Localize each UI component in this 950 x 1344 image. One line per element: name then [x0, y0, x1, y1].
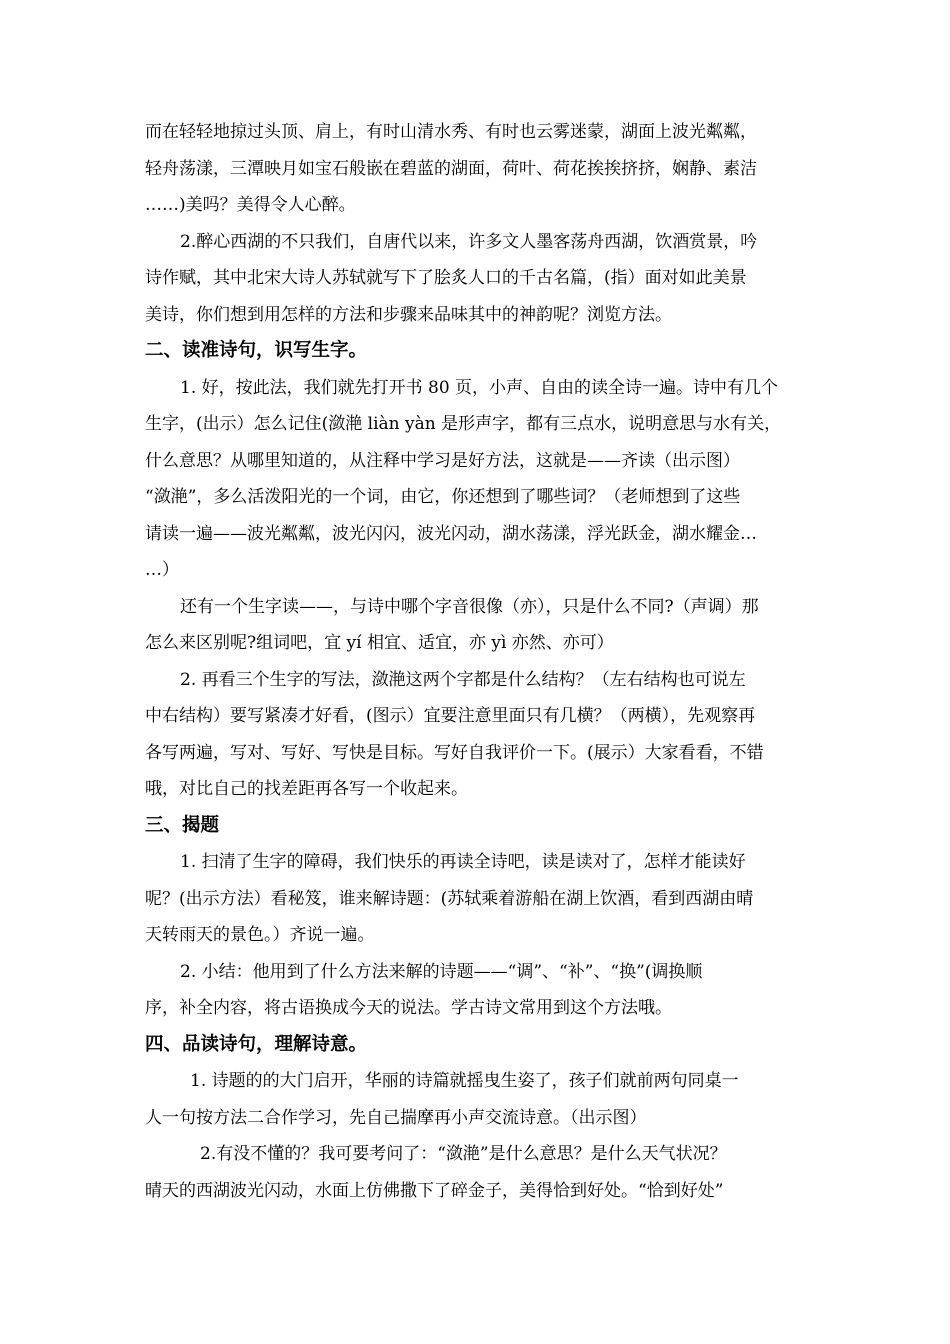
text-line: 序，补全内容，将古语换成今天的说法。学古诗文常用到这个方法哦。	[145, 998, 672, 1018]
text-line: 怎么来区别呢?组词吧，宜 yí 相宜、适宜，亦 yì 亦然、亦可）	[145, 633, 614, 653]
text-line: 2. 小结：他用到了什么方法来解的诗题——“调”、“补”、“换”(调换顺	[180, 961, 703, 982]
section-heading: 三、揭题	[145, 814, 220, 836]
text-line: 1. 好，按此法，我们就先打开书 80 页，小声、自由的读全诗一遍。诗中有几个	[180, 377, 779, 398]
section2-paragraph-2	[145, 589, 815, 662]
document-page	[145, 114, 815, 1209]
text-line: 晴天的西湖波光闪动，水面上仿佛撒下了碎金子，美得恰到好处。“恰到好处”	[145, 1180, 724, 1201]
text-line: “潋滟”，多么活泼阳光的一个词，由它，你还想到了哪些词？（老师想到了这些	[145, 487, 741, 507]
text-line: 1. 诗题的的大门启开，华丽的诗篇就摇曳生姿了，孩子们就前两句同桌一	[190, 1071, 739, 1091]
text-line: 各写两遍，写对、写好、写快是目标。写好自我评价一下。(展示）大家看看，不错	[145, 742, 764, 763]
text-line: 2. 再看三个生字的写法，潋滟这两个字都是什么结构？（左右结构也可说左	[180, 669, 746, 690]
text-line: …）	[145, 560, 179, 580]
text-line: 2.醉心西湖的不只我们，自唐代以来，许多文人墨客荡舟西湖，饮酒赏景，吟	[180, 231, 758, 252]
text-line: 天转雨天的景色。）齐说一遍。	[145, 925, 375, 945]
section2-paragraph-1	[145, 370, 815, 589]
section3-paragraph-1	[145, 844, 815, 954]
text-line: 哦，对比自己的找差距再各写一个收起来。	[145, 779, 468, 799]
section4-paragraph-1	[145, 1063, 815, 1136]
text-line: 中右结构）要写紧凑才好看，(图示）宜要注意里面只有几横？（两横），先观察再	[145, 706, 756, 726]
section4-paragraph-2	[145, 1136, 815, 1209]
text-line: 2.有没不懂的？我可要考问了：“潋滟”是什么意思？是什么天气状况？	[200, 1144, 727, 1164]
text-line: 轻舟荡漾，三潭映月如宝石般嵌在碧蓝的湖面，荷叶、荷花挨挨挤挤，娴静、素洁	[145, 158, 757, 179]
text-line: 生字，(出示）怎么记住(潋滟 liàn yàn 是形声字，都有三点水，说明意思与水有关，	[145, 414, 782, 434]
text-line: 而在轻轻地掠过头顶、肩上，有时山清水秀、有时也云雾迷蒙，湖面上波光粼粼，	[145, 122, 757, 142]
intro-paragraph-2	[145, 224, 815, 334]
text-line: 还有一个生字读——，与诗中哪个字音很像（亦），只是什么不同?（声调）那	[180, 596, 759, 617]
section-heading: 二、读准诗句，识写生字。	[145, 340, 368, 361]
text-line: 诗作赋，其中北宋大诗人苏轼就写下了脍炙人口的千古名篇，(指）面对如此美景	[145, 268, 747, 288]
text-line: 1. 扫清了生字的障碍，我们快乐的再读全诗吧，读是读对了，怎样才能读好	[180, 852, 746, 872]
text-line: 美诗，你们想到用怎样的方法和步骤来品味其中的神韵呢？浏览方法。	[145, 304, 672, 325]
section-heading: 四、品读诗句，理解诗意。	[145, 1033, 368, 1055]
intro-paragraph	[145, 114, 815, 224]
text-line: 什么意思？从哪里知道的，从注释中学习是好方法，这就是——齐读（出示图）	[145, 450, 740, 471]
text-line: ……)美吗？美得令人心醉。	[145, 195, 356, 215]
text-line: 呢？(出示方法）看秘笈，谁来解诗题：(苏轼乘着游船在湖上饮酒，看到西湖由晴	[145, 888, 754, 909]
section2-paragraph-3	[145, 662, 815, 808]
text-line: 人一句按方法二合作学习，先自己揣摩再小声交流诗意。（出示图）	[145, 1107, 647, 1128]
section3-paragraph-2	[145, 954, 815, 1027]
text-line: 请读一遍——波光粼粼，波光闪闪，波光闪动，湖水荡漾，浮光跃金，湖水耀金…	[145, 523, 757, 544]
